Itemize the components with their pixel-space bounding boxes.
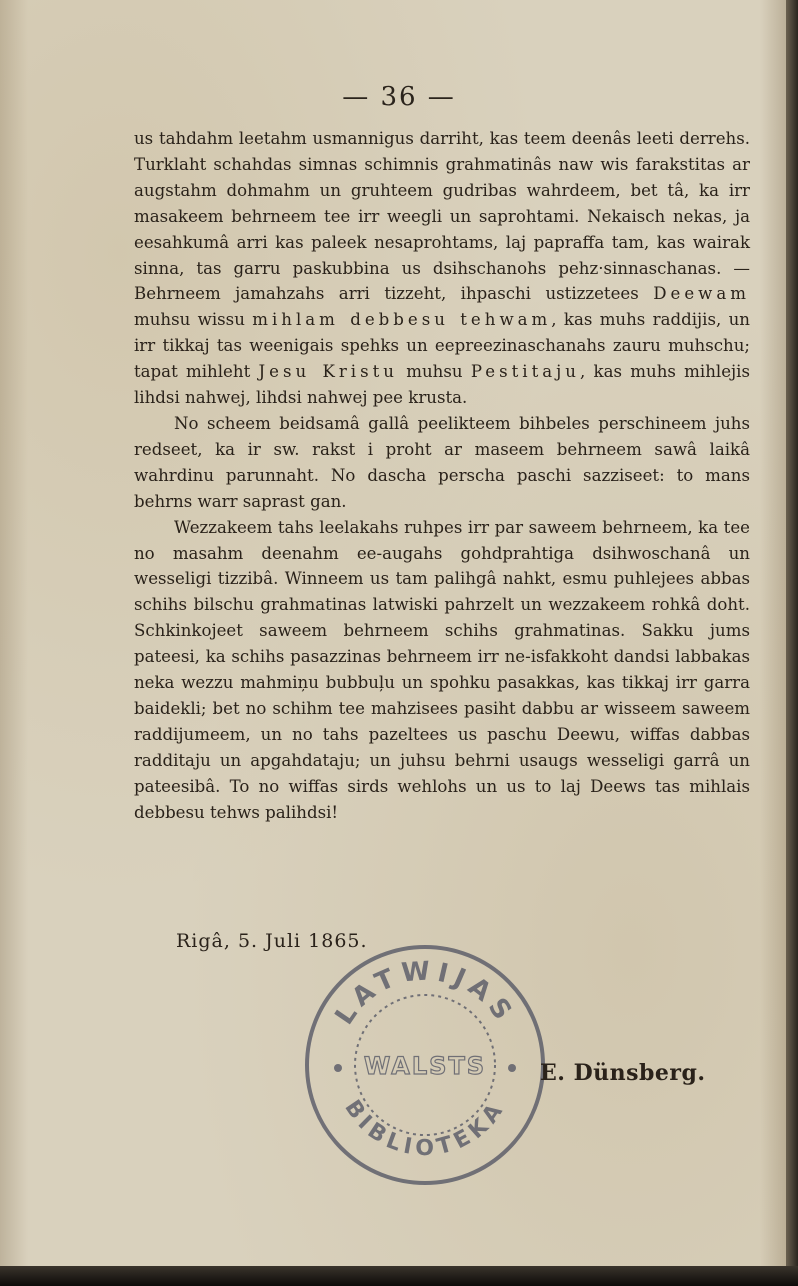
paragraph-1-text-c: , kas muhs raddijis, un irr tikkaj tas weenigais spehks un eepreezinaschanahs zauru muhschu; tapat mihleht — [134, 310, 750, 382]
paragraph-1-text-d: muhsu — [397, 362, 471, 382]
stamp-dot-right — [508, 1064, 516, 1072]
stamp-bottom-text: BIBLIOTEKA — [339, 1095, 511, 1162]
page-edge-bottom — [0, 1266, 798, 1286]
page-edge-right — [786, 0, 798, 1286]
emphasis-deewam: Deewam — [653, 284, 750, 304]
paragraph-1-text-b: muhsu wissu — [134, 310, 253, 330]
emphasis-debbesu-tehwam: mihlam debbesu tehwam — [252, 310, 552, 330]
page-number: — 36 — — [342, 82, 456, 112]
paragraph-1-text-a: us tahdahm leetahm usmannigus darriht, kas teem deenâs leeti derrehs. Turklaht schahdas simnas schimnis grahmatinâs naw wis farakstitas ar augstahm dohmahm un gruhteem gudribas wahrdeem, bet tâ, ka irr masakeem behrneem tee irr weegli un saprohtami. Nekaisch nekas, ja eesahkumâ arri kas paleek nesaprohtams, laj papraffa tam, kas wairak sinna, tas garru paskubbina us dsihschanohs pehz·sinnaschanas. — Behrneem jamahzahs arri tizzeht, ihpaschi ustizzetees — [134, 129, 750, 304]
emphasis-pestitaju: Pestitaju — [470, 362, 580, 382]
library-stamp — [300, 940, 550, 1190]
emphasis-jesu-kristu: Jesu Kristu — [258, 362, 398, 382]
place-date: Rigâ, 5. Juli 1865. — [176, 930, 368, 952]
paragraph-3: Wezzakeem tahs leelakahs ruhpes irr par saweem behrneem, ka tee no masahm deenahm ee-augahs gohdprahtiga dsihwoschanâ un wesseligi tizzibâ. Winneem us tam palihgâ nahkt, esmu puhlejees abbas schihs bilschu grahmatinas latwiski pahrzelt un wezzakeem rohkâ doht. Schkinkojeet saweem behrneem schihs grahmatinas. Sakku jums pateesi, ka schihs pasazzinas behrneem irr ne-isfakkoht dandsi labbakas neka wezzu mahmiņu bubbuļu un spohku pasakkas, kas tikkaj irr garra baidekli; bet no schihm tee mahzisees pasiht dabbu ar wisseem saweem raddijumeem, un no tahs pazeltees us paschu Deewu, wiffas dabbas radditaju un apgahdataju; un juhsu behrni usaugs wesseligi garrâ un pateesibâ. To no wiffas sirds wehlohs un us to laj Deews tas mihlais debbesu tehws palihdsi! — [134, 517, 750, 822]
paragraph-1-text-e: , kas muhs mihlejis lihdsi nahwej, lihdsi nahwej pee krusta. — [134, 362, 750, 408]
body-text — [134, 126, 750, 825]
stamp-top-text: LATWIJAS — [329, 956, 521, 1031]
stamp-dot-left — [334, 1064, 342, 1072]
author-signature: E. Dünsberg. — [540, 1060, 706, 1086]
stamp-center-text: WALSTS — [363, 1052, 487, 1080]
paragraph-2: No scheem beidsamâ gallâ peelikteem bihbeles perschineem juhs redseet, ka ir sw. rakst i proht ar maseem behrneem sawâ laikâ wahrdinu parunnaht. No dascha perscha paschi sazziseet: to mans behrns warr saprast gan. — [134, 413, 750, 511]
paragraph-1 — [134, 126, 750, 411]
